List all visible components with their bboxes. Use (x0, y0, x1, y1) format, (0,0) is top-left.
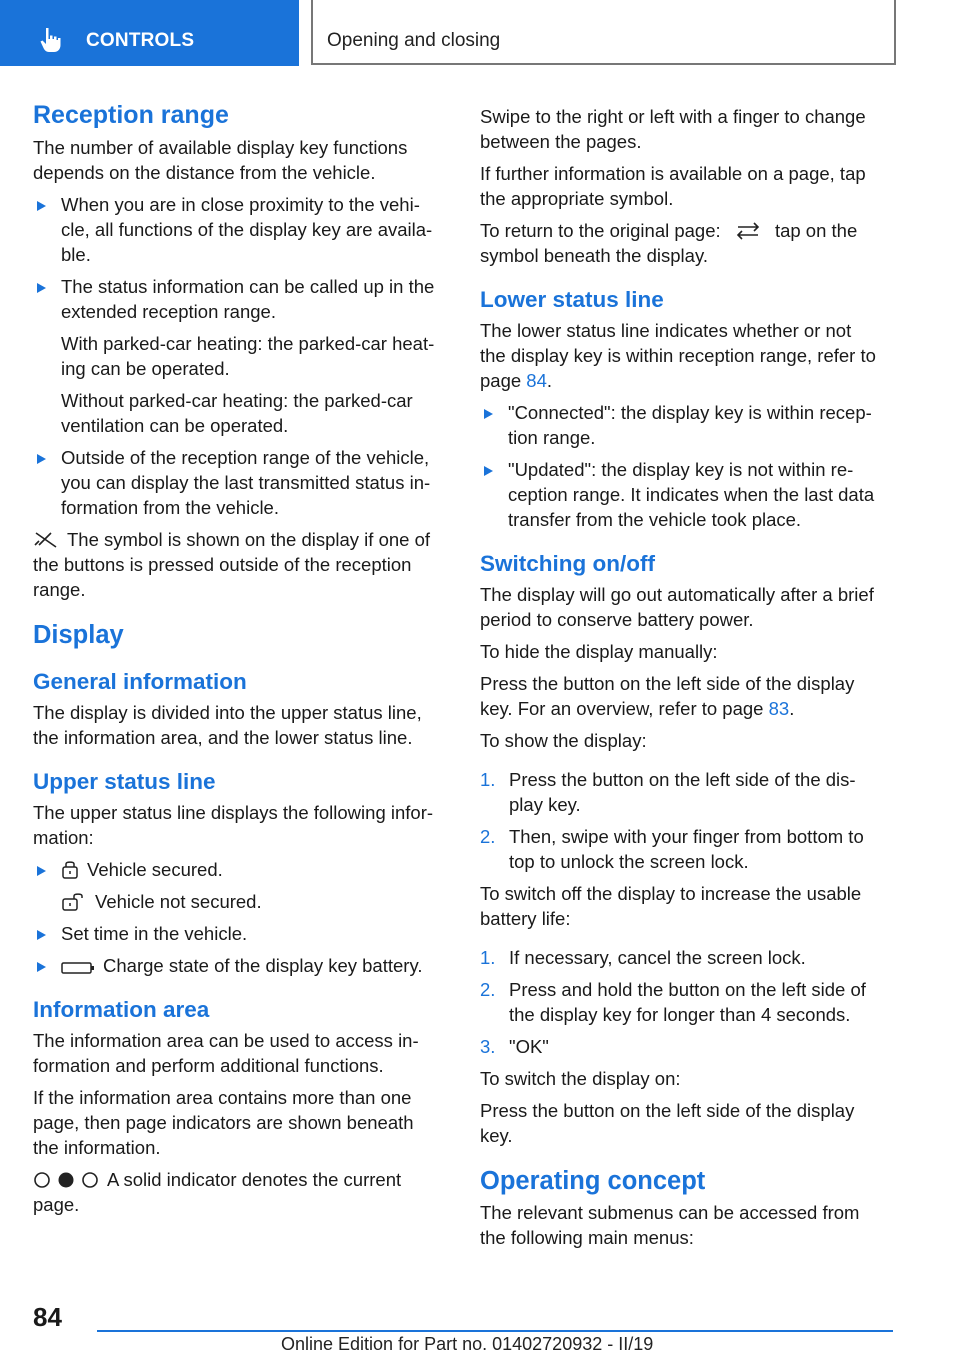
step-number: 1. (480, 769, 496, 790)
press-text (480, 671, 890, 721)
text-line: If further information is available on a page, tap (480, 163, 866, 184)
bullet-text: cle, all functions of the display key are availa- (61, 219, 433, 240)
general-text-line: The display is divided into the upper status line, (33, 702, 422, 723)
operating-concept-heading: Operating concept (480, 1167, 706, 1195)
list-item (33, 857, 453, 914)
upper-text-line: The upper status line displays the following infor- (33, 802, 434, 823)
battery-icon (61, 961, 95, 975)
list-item (480, 400, 890, 450)
chapter-tab (0, 0, 299, 66)
step-text: Then, swipe with your finger from bottom to (509, 826, 864, 847)
bullet-text: tion range. (508, 427, 596, 448)
step-number: 3. (480, 1036, 496, 1057)
info-text-line: The information area can be used to access in- (33, 1030, 419, 1051)
bullet-text: The status information can be called up in the (61, 276, 435, 297)
show-text: To show the display: (480, 730, 647, 751)
display-heading: Display (33, 621, 124, 649)
lower-status-line-heading: Lower status line (480, 287, 664, 312)
information-area-heading: Information area (33, 997, 210, 1022)
step-text: Press and hold the button on the left side of (509, 979, 866, 1000)
list-item (33, 192, 453, 267)
step-text: the display key for longer than 4 seconds. (509, 1004, 851, 1025)
concept-text (480, 1200, 890, 1250)
symbol-note-text: the buttons is pressed outside of the reception (33, 554, 412, 575)
page-link-84[interactable]: 84 (526, 370, 547, 391)
text-line: the following main menus: (480, 1227, 694, 1248)
no-signal-icon (33, 531, 59, 549)
list-item (33, 953, 453, 978)
text-line: between the pages. (480, 131, 642, 152)
text-line: The lower status line indicates whether or not (480, 320, 852, 341)
list-item (33, 445, 453, 520)
text-line: . (789, 698, 795, 719)
bullet-text: ble. (61, 244, 91, 265)
hand-pointer-icon (38, 26, 66, 54)
bullet-text: you can display the last transmitted status in- (61, 472, 431, 493)
step-text: play key. (509, 794, 581, 815)
text-line: Press the button on the left side of the display (480, 673, 855, 694)
symbol-note (33, 527, 453, 602)
lock-closed-icon (61, 859, 79, 879)
indicator-note (33, 1167, 453, 1217)
page-indicator-icon (33, 1171, 99, 1189)
info-text-2 (33, 1085, 453, 1160)
left-column (33, 100, 453, 1217)
reception-range-heading: Reception range (33, 101, 229, 129)
bullet-text: ventilation can be operated. (61, 415, 289, 436)
info-text-line: the information. (33, 1137, 161, 1158)
symbol-note-text: The symbol is shown on the display if one of (67, 529, 430, 550)
switching-heading: Switching on/off (480, 551, 655, 576)
symbol-note-text: range. (33, 579, 86, 600)
step-number: 2. (480, 826, 496, 847)
bullet-text: ception range. It indicates when the last data (508, 484, 875, 505)
edition-text: Online Edition for Part no. 01402720932 - II/19 (281, 1334, 654, 1354)
page-header (0, 0, 960, 66)
text-line: . (546, 370, 553, 391)
reception-intro-text: The number of available display key functions depends on the distance from the vehicle. (33, 137, 408, 183)
step-text: "OK" (509, 1036, 549, 1057)
info-text (33, 1028, 453, 1078)
return-text (480, 218, 890, 268)
bullet-text: Set time in the vehicle. (61, 923, 248, 944)
switch-text (480, 582, 890, 632)
right-column (480, 104, 890, 1250)
text-line: battery life: (480, 908, 571, 929)
info-text-line: page, then page indicators are shown beneath (33, 1112, 414, 1133)
indicator-text: A solid indicator denotes the current (107, 1169, 402, 1190)
info-text-line: formation and perform additional functions. (33, 1055, 384, 1076)
page-link-83[interactable]: 83 (768, 698, 790, 719)
vehicle-secured-text: Vehicle secured. (87, 859, 223, 880)
list-item (33, 274, 453, 438)
bullet-text: Without parked-car heating: the parked-car (61, 390, 413, 411)
list-item (480, 945, 890, 970)
bullet-text: transfer from the vehicle took place. (508, 509, 802, 530)
upper-status-line-heading: Upper status line (33, 769, 216, 794)
chapter-label: CONTROLS (86, 30, 195, 51)
text-line: tap on the (774, 220, 858, 241)
battery-charge-text: Charge state of the display key battery. (103, 955, 423, 976)
general-text (33, 700, 453, 750)
bullet-text: formation from the vehicle. (61, 497, 279, 518)
bullet-text: Outside of the reception range of the vehicle, (61, 447, 430, 468)
text-line: symbol beneath the display. (480, 245, 708, 266)
step-number: 1. (480, 947, 496, 968)
vehicle-not-secured-text: Vehicle not secured. (95, 891, 262, 912)
bullet-text: "Connected": the display key is within recep- (508, 402, 872, 423)
text-line: the display key is within reception range, refer to (480, 345, 876, 366)
text-line: key. For an overview, refer to page (480, 698, 764, 719)
info-text-line: If the information area contains more than one (33, 1087, 412, 1108)
bullet-text: With parked-car heating: the parked-car heat- (61, 333, 435, 354)
footer-divider (97, 1330, 893, 1332)
page-number: 84 (33, 1302, 62, 1332)
bullet-text: When you are in close proximity to the vehi- (61, 194, 420, 215)
reception-intro (33, 135, 453, 185)
upper-text (33, 800, 453, 850)
step-text: If necessary, cancel the screen lock. (509, 947, 806, 968)
swipe-text (480, 104, 890, 154)
general-text-line: the information area, and the lower status line. (33, 727, 413, 748)
bullet-text: ing can be operated. (61, 358, 230, 379)
text-line: key. (480, 1125, 513, 1146)
further-text (480, 161, 890, 211)
text-line: the appropriate symbol. (480, 188, 674, 209)
text-line: Press the button on the left side of the display (480, 1100, 855, 1121)
off-text (480, 881, 890, 931)
section-label: Opening and closing (327, 30, 501, 51)
text-line: The display will go out automatically after a brief (480, 584, 874, 605)
bullet-text: "Updated": the display key is not within re- (508, 459, 854, 480)
text-line: To return to the original page: (480, 220, 721, 241)
text-line: period to conserve battery power. (480, 609, 754, 630)
on-text: To switch the display on: (480, 1068, 681, 1089)
text-line: The relevant submenus can be accessed from (480, 1202, 860, 1223)
swap-arrows-icon (734, 222, 762, 240)
list-item (480, 824, 890, 874)
lock-open-icon (61, 891, 87, 911)
text-line: Swipe to the right or left with a finger to change (480, 106, 866, 127)
list-item (480, 977, 890, 1027)
list-item (480, 457, 890, 532)
step-text: top to unlock the screen lock. (509, 851, 749, 872)
text-line: To switch off the display to increase the usable (480, 883, 862, 904)
lower-text (480, 318, 890, 393)
on-press-text (480, 1098, 890, 1148)
indicator-text: page. (33, 1194, 80, 1215)
list-item (480, 767, 890, 817)
upper-text-line: mation: (33, 827, 94, 848)
list-item (33, 921, 453, 946)
step-text: Press the button on the left side of the dis- (509, 769, 856, 790)
hide-text: To hide the display manually: (480, 641, 718, 662)
general-information-heading: General information (33, 669, 247, 694)
bullet-text: extended reception range. (61, 301, 276, 322)
step-number: 2. (480, 979, 496, 1000)
list-item (480, 1034, 890, 1059)
text-line: page (480, 370, 522, 391)
section-header (311, 0, 896, 65)
